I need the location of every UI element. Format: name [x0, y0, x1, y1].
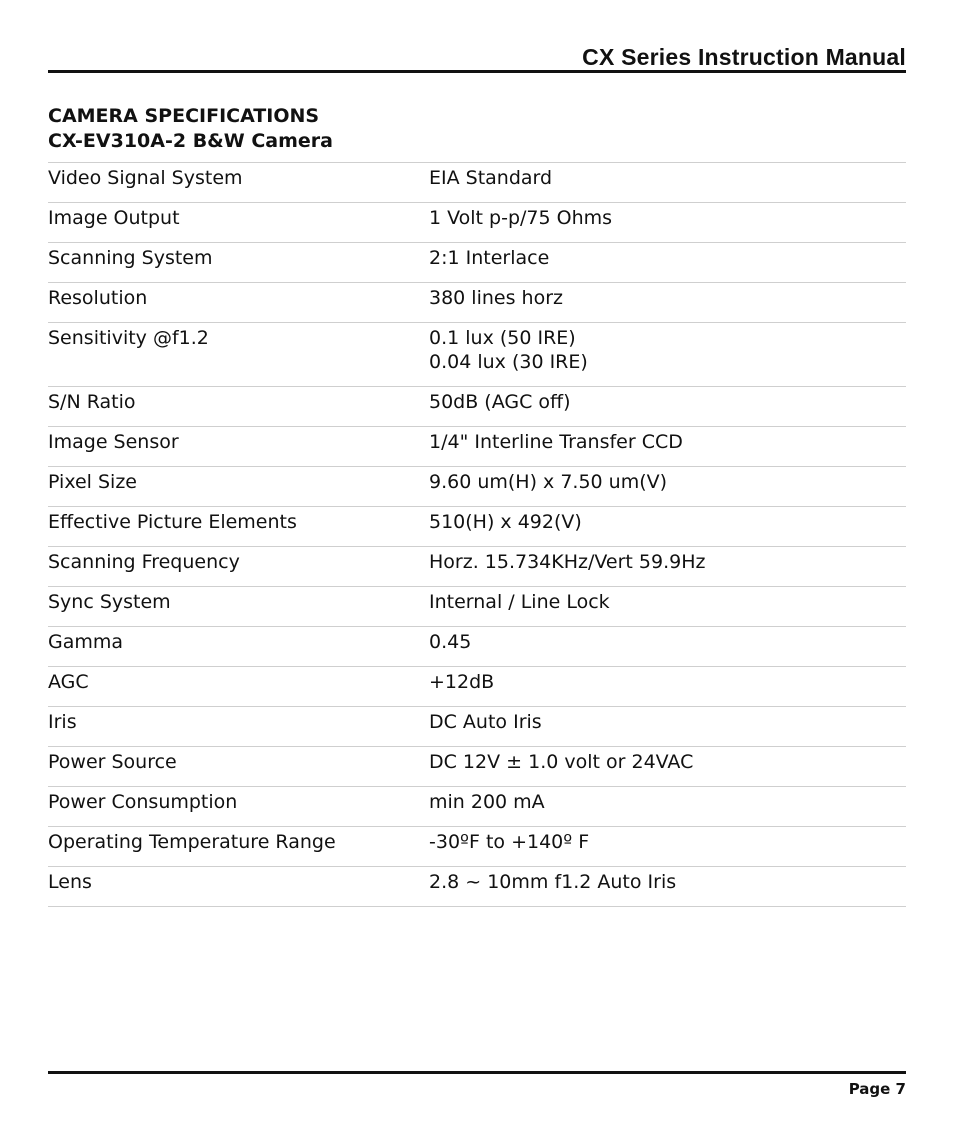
- spec-value: 0.1 lux (50 IRE): [429, 327, 576, 349]
- spec-value-cell: [429, 787, 906, 827]
- spec-value-cell: [429, 163, 906, 203]
- spec-value-cell: [429, 827, 906, 867]
- section-heading-block: [48, 104, 333, 154]
- spec-value-cell: [429, 587, 906, 627]
- spec-label: Image Output: [48, 207, 180, 229]
- spec-label: Image Sensor: [48, 431, 179, 453]
- spec-value: +12dB: [429, 671, 495, 693]
- spec-row: [48, 787, 906, 827]
- specifications-table: [48, 162, 906, 907]
- spec-value-cell: [429, 627, 906, 667]
- spec-value: 0.45: [429, 631, 472, 653]
- spec-label-cell: [48, 467, 429, 507]
- spec-label-cell: [48, 867, 429, 907]
- spec-label-cell: [48, 323, 429, 387]
- section-title: CAMERA SPECIFICATIONS: [48, 105, 320, 127]
- spec-value-cell: [429, 243, 906, 283]
- spec-value: 380 lines horz: [429, 287, 563, 309]
- spec-label-cell: [48, 243, 429, 283]
- spec-label-cell: [48, 667, 429, 707]
- spec-row: [48, 387, 906, 427]
- spec-label: Effective Picture Elements: [48, 511, 297, 533]
- spec-label: Sync System: [48, 591, 171, 613]
- spec-label-cell: [48, 283, 429, 323]
- manual-title: CX Series Instruction Manual: [582, 44, 906, 70]
- spec-value-cell: [429, 387, 906, 427]
- spec-value-cell: [429, 747, 906, 787]
- spec-label-cell: [48, 547, 429, 587]
- spec-row: [48, 547, 906, 587]
- spec-value: min 200 mA: [429, 791, 545, 813]
- spec-value: DC 12V ± 1.0 volt or 24VAC: [429, 751, 694, 773]
- footer-rule: [48, 1071, 906, 1074]
- spec-label: Gamma: [48, 631, 124, 653]
- spec-row: [48, 747, 906, 787]
- spec-value: EIA Standard: [429, 167, 553, 189]
- spec-label: Video Signal System: [48, 167, 243, 189]
- spec-row: [48, 627, 906, 667]
- spec-value-cell: [429, 283, 906, 323]
- spec-label: Lens: [48, 871, 92, 893]
- spec-value: Horz. 15.734KHz/Vert 59.9Hz: [429, 551, 706, 573]
- spec-label: Sensitivity @f1.2: [48, 327, 209, 349]
- spec-value: 2:1 Interlace: [429, 247, 550, 269]
- spec-label: Scanning Frequency: [48, 551, 240, 573]
- spec-value: 1 Volt p-p/75 Ohms: [429, 207, 613, 229]
- spec-value: -30ºF to +140º F: [429, 831, 590, 853]
- spec-row: [48, 243, 906, 283]
- spec-value-cell: [429, 547, 906, 587]
- spec-value: 50dB (AGC off): [429, 391, 571, 413]
- spec-value: 510(H) x 492(V): [429, 511, 582, 533]
- spec-label-cell: [48, 587, 429, 627]
- spec-label-cell: [48, 163, 429, 203]
- spec-label: Scanning System: [48, 247, 213, 269]
- spec-value: 1/4" Interline Transfer CCD: [429, 431, 683, 453]
- spec-row: [48, 163, 906, 203]
- spec-row: [48, 867, 906, 907]
- spec-label-cell: [48, 627, 429, 667]
- spec-label: Iris: [48, 711, 77, 733]
- spec-label: Power Source: [48, 751, 177, 773]
- spec-row: [48, 827, 906, 867]
- spec-row: [48, 283, 906, 323]
- spec-row: [48, 323, 906, 387]
- spec-value: 2.8 ~ 10mm f1.2 Auto Iris: [429, 871, 677, 893]
- spec-label-cell: [48, 707, 429, 747]
- spec-label-cell: [48, 203, 429, 243]
- spec-value-cell: [429, 867, 906, 907]
- spec-value-cell: [429, 707, 906, 747]
- spec-value-cell: [429, 427, 906, 467]
- spec-value: Internal / Line Lock: [429, 591, 610, 613]
- spec-label-cell: [48, 507, 429, 547]
- spec-label: S/N Ratio: [48, 391, 136, 413]
- spec-value-cell: [429, 203, 906, 243]
- spec-row: [48, 667, 906, 707]
- spec-value: DC Auto Iris: [429, 711, 542, 733]
- spec-row: [48, 587, 906, 627]
- spec-label-cell: [48, 747, 429, 787]
- header-rule: [48, 70, 906, 73]
- spec-label-cell: [48, 387, 429, 427]
- spec-label: Resolution: [48, 287, 148, 309]
- spec-label-cell: [48, 427, 429, 467]
- spec-row: [48, 507, 906, 547]
- spec-label-cell: [48, 787, 429, 827]
- spec-value: 9.60 um(H) x 7.50 um(V): [429, 471, 668, 493]
- spec-label: Operating Temperature Range: [48, 831, 336, 853]
- spec-value: 0.04 lux (30 IRE): [429, 351, 588, 373]
- spec-label: AGC: [48, 671, 89, 693]
- spec-row: [48, 707, 906, 747]
- spec-label: Pixel Size: [48, 471, 137, 493]
- spec-value-cell: [429, 467, 906, 507]
- spec-row: [48, 203, 906, 243]
- spec-value-cell: [429, 507, 906, 547]
- spec-label: Power Consumption: [48, 791, 238, 813]
- spec-value-cell: [429, 323, 906, 387]
- spec-value-cell: [429, 667, 906, 707]
- section-subtitle: CX-EV310A-2 B&W Camera: [48, 130, 333, 152]
- spec-row: [48, 427, 906, 467]
- spec-row: [48, 467, 906, 507]
- page-number: Page 7: [848, 1080, 906, 1098]
- spec-label-cell: [48, 827, 429, 867]
